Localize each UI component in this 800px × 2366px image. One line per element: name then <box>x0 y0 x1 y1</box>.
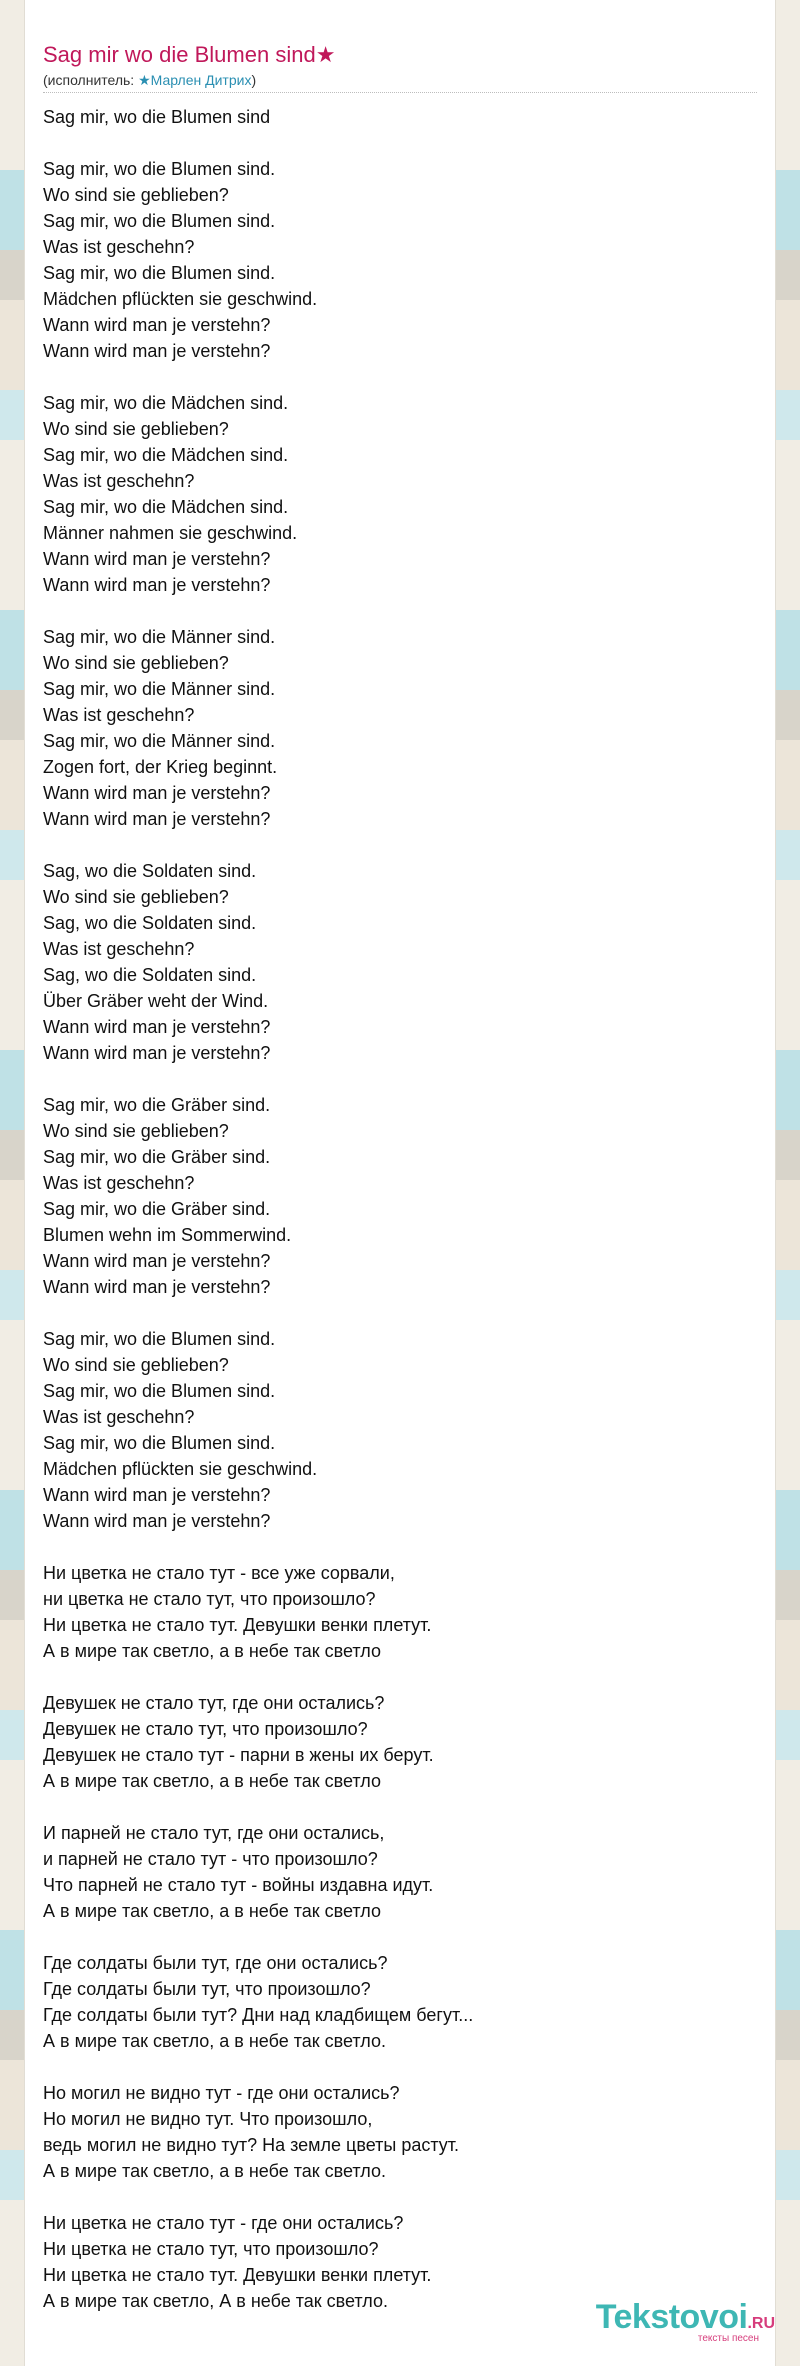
lyric-line: Was ist geschehn? <box>43 237 195 257</box>
lyric-line: Ни цветка не стало тут. Девушки венки плетут. <box>43 1615 432 1635</box>
artist-line <box>43 72 256 89</box>
lyric-line: Sag mir, wo die Blumen sind. <box>43 1433 276 1453</box>
artist-suffix: ) <box>251 72 257 88</box>
lyric-line: Männer nahmen sie geschwind. <box>43 523 298 543</box>
lyric-line: Wo sind sie geblieben? <box>43 185 229 205</box>
lyric-line: Wo sind sie geblieben? <box>43 653 229 673</box>
lyric-line: и парней не стало тут - что произошло? <box>43 1849 378 1869</box>
lyric-line: И парней не стало тут, где они остались, <box>43 1823 385 1843</box>
stanza-gap <box>43 1066 473 1092</box>
lyric-line: Sag mir, wo die Mädchen sind. <box>43 445 289 465</box>
stanza-gap <box>43 130 473 156</box>
stanza-gap <box>43 1794 473 1820</box>
lyric-line: Sag mir, wo die Blumen sind. <box>43 263 276 283</box>
lyric-line: Wann wird man je verstehn? <box>43 1277 271 1297</box>
lyric-line: Ни цветка не стало тут. Девушки венки плетут. <box>43 2265 432 2285</box>
right-decorative-stripes <box>776 0 800 2366</box>
lyric-line: Но могил не видно тут. Что произошло, <box>43 2109 373 2129</box>
lyric-line: Sag, wo die Soldaten sind. <box>43 913 257 933</box>
logo-tld: .RU <box>747 2315 775 2332</box>
lyric-line: Sag mir, wo die Gräber sind. <box>43 1199 271 1219</box>
lyric-line: А в мире так светло, а в небе так светло <box>43 1641 382 1661</box>
stanza-gap <box>43 364 473 390</box>
lyric-line: Девушек не стало тут, где они остались? <box>43 1693 385 1713</box>
lyric-line: Где солдаты были тут, что произошло? <box>43 1979 371 1999</box>
lyric-line: Wann wird man je verstehn? <box>43 575 271 595</box>
title-divider <box>43 92 757 93</box>
lyric-line: Was ist geschehn? <box>43 1407 195 1427</box>
lyric-line: Sag mir, wo die Mädchen sind. <box>43 497 289 517</box>
stanza-gap <box>43 1300 473 1326</box>
lyric-line: ведь могил не видно тут? На земле цветы растут. <box>43 2135 460 2155</box>
lyric-line: Über Gräber weht der Wind. <box>43 991 269 1011</box>
lyric-line: Was ist geschehn? <box>43 705 195 725</box>
stanza-gap <box>43 598 473 624</box>
lyric-line: Девушек не стало тут - парни в жены их берут. <box>43 1745 434 1765</box>
lyric-line: Was ist geschehn? <box>43 1173 195 1193</box>
lyric-line: Wann wird man je verstehn? <box>43 1251 271 1271</box>
artist-prefix: (исполнитель: <box>43 72 139 88</box>
lyric-line: Sag mir, wo die Gräber sind. <box>43 1147 271 1167</box>
lyric-line: Ни цветка не стало тут - где они остались? <box>43 2213 404 2233</box>
lyrics-card <box>24 0 776 2366</box>
lyric-line: Sag, wo die Soldaten sind. <box>43 965 257 985</box>
logo-tagline: тексты песен <box>697 2333 759 2344</box>
lyric-line: Что парней не стало тут - войны издавна идут. <box>43 1875 434 1895</box>
stanza-gap <box>43 2184 473 2210</box>
stanza-gap <box>43 1534 473 1560</box>
artist-link[interactable]: ★Марлен Дитрих <box>138 72 252 88</box>
lyric-line: Wann wird man je verstehn? <box>43 315 271 335</box>
lyric-line: Sag mir, wo die Mädchen sind. <box>43 393 289 413</box>
stanza-gap <box>43 2054 473 2080</box>
song-title-text: Sag mir wo die Blumen sind <box>43 42 316 67</box>
site-logo[interactable] <box>596 2298 775 2344</box>
lyric-line: Wann wird man je verstehn? <box>43 341 271 361</box>
lyric-line: Sag mir, wo die Männer sind. <box>43 731 276 751</box>
lyric-line: А в мире так светло, а в небе так светло. <box>43 2161 387 2181</box>
lyric-line: Zogen fort, der Krieg beginnt. <box>43 757 278 777</box>
lyric-line: Ни цветка не стало тут - все уже сорвали, <box>43 1563 395 1583</box>
lyric-line: Где солдаты были тут, где они остались? <box>43 1953 388 1973</box>
lyric-line: Wann wird man je verstehn? <box>43 809 271 829</box>
lyric-line: Was ist geschehn? <box>43 471 195 491</box>
lyric-line: А в мире так светло, а в небе так светло <box>43 1901 382 1921</box>
song-title <box>43 42 335 68</box>
stanza-gap <box>43 1664 473 1690</box>
lyric-line: Was ist geschehn? <box>43 939 195 959</box>
lyric-line: ни цветка не стало тут, что произошло? <box>43 1589 376 1609</box>
lyric-line: А в мире так светло, А в небе так светло. <box>43 2291 388 2311</box>
lyric-line: А в мире так светло, а в небе так светло <box>43 1771 382 1791</box>
lyric-line: Sag mir, wo die Blumen sind. <box>43 211 276 231</box>
lyric-line: Wo sind sie geblieben? <box>43 1121 229 1141</box>
left-decorative-stripes <box>0 0 24 2366</box>
lyric-line: Wann wird man je verstehn? <box>43 1017 271 1037</box>
lyric-line: Sag mir, wo die Blumen sind. <box>43 1381 276 1401</box>
lyric-line: Sag mir, wo die Männer sind. <box>43 679 276 699</box>
lyric-line: Но могил не видно тут - где они остались? <box>43 2083 400 2103</box>
lyric-line: Wann wird man je verstehn? <box>43 1511 271 1531</box>
lyric-line: Sag mir, wo die Blumen sind <box>43 107 271 127</box>
lyric-line: Sag mir, wo die Gräber sind. <box>43 1095 271 1115</box>
lyric-line: Где солдаты были тут? Дни над кладбищем бегут... <box>43 2005 474 2025</box>
lyrics-text <box>43 104 473 2314</box>
lyric-line: Wo sind sie geblieben? <box>43 419 229 439</box>
stanza-gap <box>43 1924 473 1950</box>
lyric-line: Sag mir, wo die Blumen sind. <box>43 1329 276 1349</box>
lyric-line: Девушек не стало тут, что произошло? <box>43 1719 368 1739</box>
lyric-line: Blumen wehn im Sommerwind. <box>43 1225 292 1245</box>
lyric-line: Ни цветка не стало тут, что произошло? <box>43 2239 379 2259</box>
lyric-line: Wann wird man je verstehn? <box>43 549 271 569</box>
lyric-line: Mädchen pflückten sie geschwind. <box>43 1459 318 1479</box>
star-icon: ★ <box>315 42 336 67</box>
lyric-line: Wann wird man je verstehn? <box>43 1485 271 1505</box>
lyric-line: Wann wird man je verstehn? <box>43 783 271 803</box>
logo-name: Tekstovoi <box>595 2298 748 2336</box>
lyric-line: Wo sind sie geblieben? <box>43 1355 229 1375</box>
lyric-line: Sag, wo die Soldaten sind. <box>43 861 257 881</box>
lyric-line: Sag mir, wo die Männer sind. <box>43 627 276 647</box>
lyric-line: Wo sind sie geblieben? <box>43 887 229 907</box>
lyric-line: А в мире так светло, а в небе так светло. <box>43 2031 387 2051</box>
lyric-line: Wann wird man je verstehn? <box>43 1043 271 1063</box>
lyric-line: Sag mir, wo die Blumen sind. <box>43 159 276 179</box>
lyric-line: Mädchen pflückten sie geschwind. <box>43 289 318 309</box>
stanza-gap <box>43 832 473 858</box>
